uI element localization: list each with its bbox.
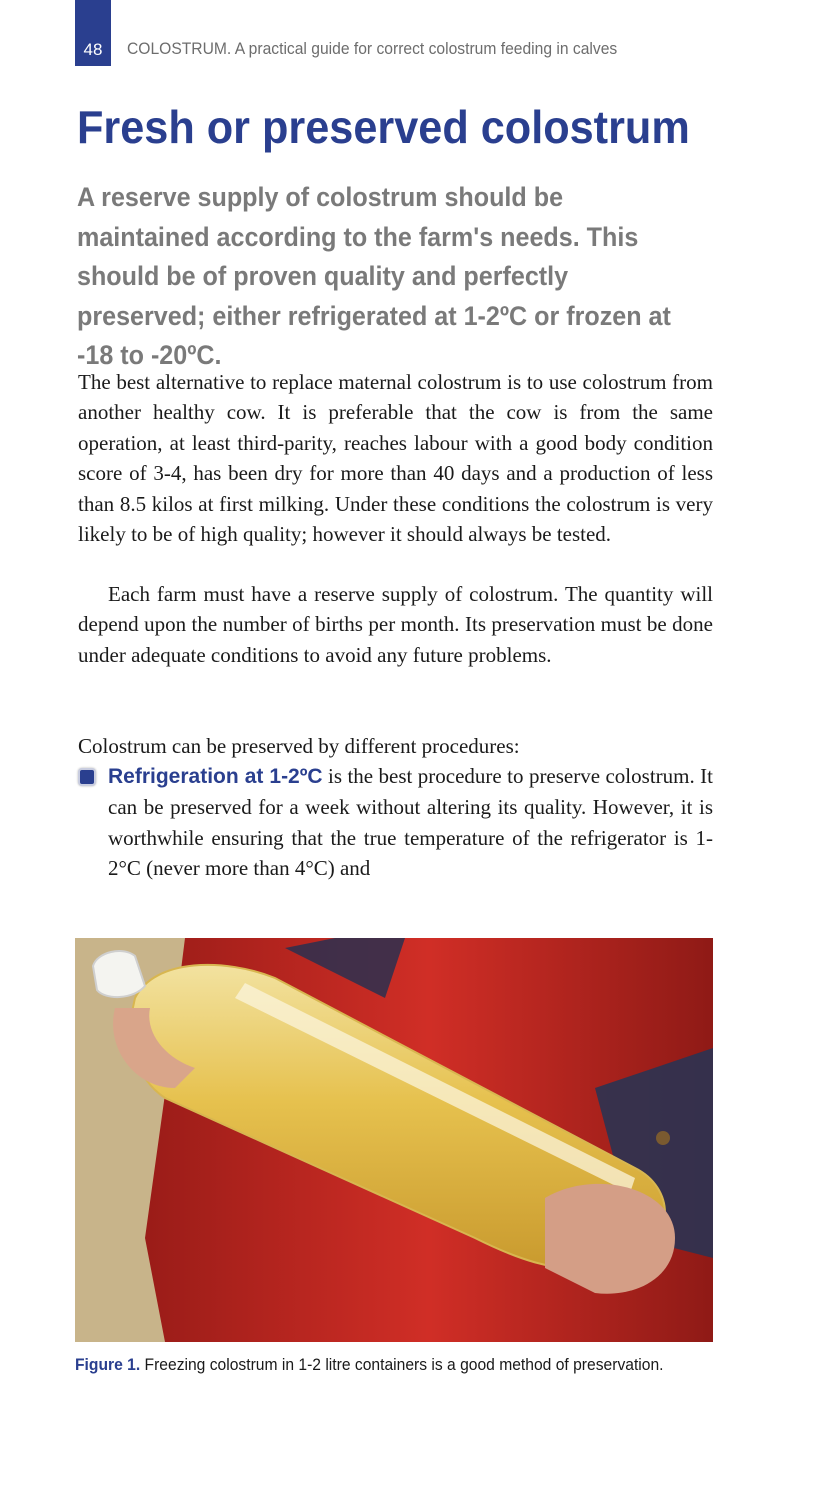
bullet-item-refrigeration <box>78 761 713 884</box>
bullet-body: is the best procedure to preserve colostrum. It can be preserved for a week without altering its quality. However, it is worthwhile ensuring that the true temperature of the refrigerator is 1-2°C (never more than 4°C) and <box>108 764 713 881</box>
figure-label: Figure 1. <box>75 1355 141 1374</box>
page-title: Fresh or preserved colostrum <box>77 101 690 153</box>
bullet-text <box>108 761 713 884</box>
page-number-tab <box>75 0 111 66</box>
photo-illustration <box>75 938 713 1342</box>
jacket-button <box>656 1131 670 1145</box>
bullet-square-icon <box>78 768 96 786</box>
figure-photo <box>75 938 713 1342</box>
bullet-term: Refrigeration at 1-2ºC <box>108 765 323 788</box>
body-paragraph-1: The best alternative to replace maternal colostrum is to use colostrum from another healthy cow. It is preferable that the cow is from the same operation, at least third-parity, reaches labour with a good body condition score of 3-4, has been dry for more than 40 days and a production of less than 8.5 kilos at first milking. Under these conditions the colostrum is very likely to be of high quality; however it should always be tested. <box>78 370 713 547</box>
figure-caption-text: Freezing colostrum in 1-2 litre containers is a good method of preservation. <box>140 1355 664 1374</box>
lead-paragraph: A reserve supply of colostrum should be maintained according to the farm's needs. This should be of proven quality and perfectly preserved; either refrigerated at 1-2ºC or frozen at -18 to -20ºC. <box>77 182 671 370</box>
body-paragraph-2: Each farm must have a reserve supply of colostrum. The quantity will depend upon the number of births per month. Its preservation must be done under adequate conditions to avoid any future problems. <box>78 582 713 667</box>
page-number: 48 <box>83 40 103 59</box>
body-paragraph-3: Colostrum can be preserved by different procedures: <box>78 734 520 758</box>
figure-caption <box>75 1355 664 1375</box>
running-header: COLOSTRUM. A practical guide for correct colostrum feeding in calves <box>127 39 618 58</box>
